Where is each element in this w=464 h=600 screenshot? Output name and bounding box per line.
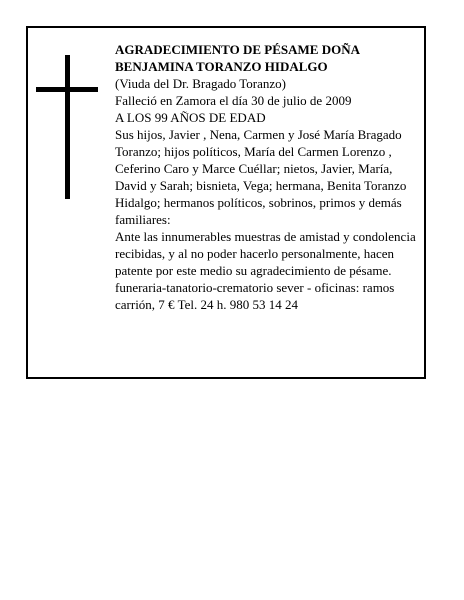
obituary-notice [26,26,426,379]
cross-vertical-bar [65,55,70,199]
death-line: Falleció en Zamora el día 30 de julio de 2009 [115,93,352,108]
notice-text [115,41,420,313]
family-paragraph: Sus hijos, Javier , Nena, Carmen y José María Bragado Toranzo; hijos políticos, María del Carmen Lorenzo , Ceferino Caro y Marce Cuéllar; nietos, Javier, María, David y Sarah; bisnieta, Vega; hermana, Benita Toranzo Hidalgo; hermanos políticos, sobrinos, primos y demás familiares: [115,127,407,227]
notice-title: AGRADECIMIENTO DE PÉSAME DOÑA BENJAMINA TORANZO HIDALGO [115,42,360,74]
funeral-home-info: funeraria-tanatorio-crematorio sever - oficinas: ramos carrión, 7 € Tel. 24 h. 980 53 14 24 [115,280,395,312]
cross-horizontal-bar [36,87,98,92]
thanks-paragraph: Ante las innumerables muestras de amistad y condolencia recibidas, y al no poder hacerlo personalmente, hacen patente por este medio su agradecimiento de pésame. [115,229,416,278]
cross-icon [36,55,98,199]
notice-subtitle: (Viuda del Dr. Bragado Toranzo) [115,76,286,91]
age-line: A LOS 99 AÑOS DE EDAD [115,110,266,125]
